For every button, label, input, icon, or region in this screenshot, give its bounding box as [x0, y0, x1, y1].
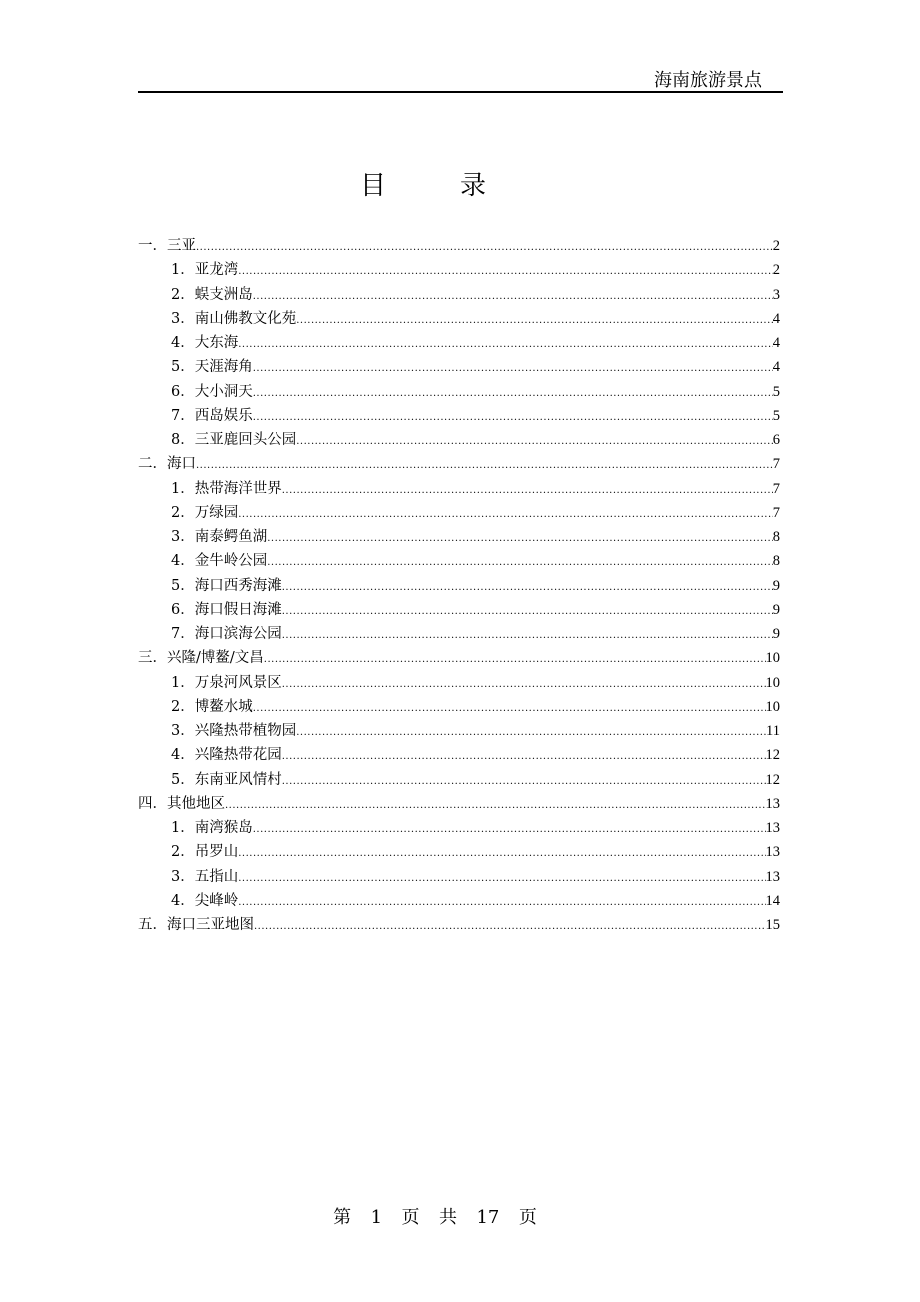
toc-entry[interactable] [138, 695, 780, 719]
toc-entry-page: 4 [772, 359, 780, 376]
toc-entry[interactable] [138, 283, 780, 307]
toc-dot-leader [238, 333, 773, 357]
toc-entry[interactable] [138, 719, 780, 743]
toc-dot-leader [196, 236, 773, 260]
toc-entry[interactable] [138, 501, 780, 525]
toc-entry[interactable] [138, 452, 780, 476]
toc-entry-number: 6． [171, 383, 195, 400]
toc-entry-title: 海口滨海公园 [194, 626, 282, 642]
toc-dot-leader [253, 357, 773, 381]
toc-entry-title: 南湾猴岛 [194, 820, 253, 836]
toc-entry-page: 7 [772, 480, 780, 497]
toc-entry-page: 6 [772, 432, 780, 448]
toc-dot-leader [296, 721, 766, 745]
toc-entry[interactable] [138, 477, 780, 501]
toc-entry[interactable] [138, 598, 780, 622]
toc-entry-page: 9 [772, 626, 780, 642]
toc-entry[interactable] [138, 622, 780, 646]
toc-entry-title: 海口西秀海滩 [194, 577, 282, 594]
toc-entry-page: 9 [772, 601, 780, 618]
toc-entry-title: 南泰鳄鱼湖 [194, 529, 268, 545]
toc-entry[interactable] [138, 574, 780, 598]
toc-dot-leader [282, 770, 766, 794]
toc-entry-title: 兴隆热带植物园 [194, 723, 297, 739]
toc-entry-page: 7 [772, 504, 780, 521]
toc-entry-number: 四． [138, 795, 167, 812]
toc-entry-number: 2． [171, 286, 195, 303]
toc-entry-page: 4 [772, 310, 780, 327]
toc-entry[interactable] [138, 355, 780, 379]
toc-entry[interactable] [138, 768, 780, 792]
toc-entry-title: 其他地区 [167, 795, 225, 812]
toc-dot-leader [238, 867, 765, 891]
toc-entry-number: 4． [171, 747, 195, 764]
toc-entry[interactable] [138, 525, 780, 549]
footer-current-page: 1 [370, 1207, 383, 1228]
toc-entry-number: 7． [171, 626, 195, 642]
toc-entry-title: 大小洞天 [194, 383, 253, 400]
toc-entry-number: 5． [171, 359, 195, 376]
table-of-contents [138, 234, 780, 937]
toc-dot-leader [238, 891, 765, 915]
toc-entry-page: 2 [772, 262, 780, 279]
toc-entry-page: 10 [765, 674, 780, 691]
toc-entry[interactable] [138, 331, 780, 355]
toc-entry-title: 万绿园 [194, 504, 239, 521]
toc-dot-leader [267, 527, 773, 551]
toc-entry-number: 6． [171, 601, 195, 618]
toc-entry[interactable] [138, 671, 780, 695]
footer-label-total: 共 [439, 1207, 457, 1228]
toc-entry-page: 13 [765, 868, 780, 885]
toc-entry[interactable] [138, 792, 780, 816]
toc-heading-char: 录 [460, 171, 487, 201]
toc-entry-number: 1． [171, 820, 195, 836]
toc-entry-page: 13 [765, 820, 780, 836]
toc-entry-title: 吊罗山 [194, 844, 239, 861]
footer-label-total-unit: 页 [518, 1207, 537, 1228]
toc-entry-page: 4 [772, 335, 780, 351]
toc-entry-number: 5． [171, 771, 195, 788]
toc-entry-number: 3． [171, 868, 195, 885]
footer-label-page-unit: 页 [401, 1207, 420, 1228]
toc-entry-page: 9 [772, 577, 780, 594]
page-footer [0, 1203, 870, 1229]
toc-entry[interactable] [138, 234, 780, 258]
toc-entry-title: 亚龙湾 [194, 262, 239, 279]
toc-dot-leader [282, 600, 773, 624]
toc-entry-title: 蜈支洲岛 [194, 286, 253, 303]
toc-entry[interactable] [138, 380, 780, 404]
toc-entry-page: 10 [765, 698, 780, 715]
toc-entry-page: 8 [772, 553, 780, 570]
toc-dot-leader [196, 454, 773, 478]
toc-entry-page: 12 [765, 747, 780, 764]
toc-dot-leader [264, 648, 766, 672]
toc-heading-char: 目 [360, 171, 387, 201]
toc-entry-number: 3． [171, 529, 195, 545]
toc-entry-title: 热带海洋世界 [194, 480, 282, 497]
toc-entry-page: 8 [772, 529, 780, 545]
toc-entry[interactable] [138, 428, 780, 452]
toc-entry[interactable] [138, 307, 780, 331]
toc-entry-title: 海口假日海滩 [194, 601, 282, 618]
toc-entry-page: 2 [772, 238, 780, 254]
toc-entry-title: 博鳌水城 [194, 698, 253, 715]
toc-entry-page: 15 [765, 917, 780, 933]
toc-entry-number: 4． [171, 892, 195, 909]
toc-entry-number: 一． [138, 238, 167, 254]
toc-dot-leader [267, 551, 773, 575]
toc-entry-title: 三亚 [167, 238, 196, 254]
toc-dot-leader [296, 430, 773, 454]
toc-entry-title: 海口三亚地图 [167, 917, 254, 933]
toc-entry-title: 兴隆/博鳌/文昌 [167, 650, 264, 667]
footer-label-page: 第 [333, 1207, 352, 1228]
toc-dot-leader [253, 382, 773, 406]
toc-entry[interactable] [138, 840, 780, 864]
toc-entry-title: 尖峰岭 [194, 892, 239, 909]
toc-entry[interactable] [138, 646, 780, 670]
toc-entry-title: 西岛娱乐 [194, 407, 253, 424]
toc-entry-page: 13 [765, 844, 780, 861]
toc-entry-number: 4． [171, 553, 195, 570]
toc-entry-title: 海口 [167, 456, 196, 473]
toc-entry-page: 13 [765, 795, 780, 812]
toc-entry-number: 1． [171, 262, 195, 279]
toc-entry-number: 5． [171, 577, 195, 594]
toc-entry-title: 三亚鹿回头公园 [194, 432, 297, 448]
running-header-title: 海南旅游景点 [654, 70, 762, 91]
toc-entry-number: 1． [171, 480, 195, 497]
toc-dot-leader [253, 406, 773, 430]
toc-entry-title: 东南亚风情村 [194, 771, 282, 788]
toc-entry-number: 2． [171, 504, 195, 521]
toc-entry-page: 3 [772, 286, 780, 303]
toc-entry-title: 五指山 [194, 868, 239, 885]
toc-heading [360, 170, 560, 202]
toc-entry-number: 3． [171, 723, 195, 739]
toc-entry[interactable] [138, 816, 780, 840]
toc-entry-page: 12 [765, 771, 780, 788]
toc-entry-number: 二． [138, 456, 167, 473]
toc-dot-leader [282, 624, 773, 648]
toc-dot-leader [238, 842, 765, 866]
toc-dot-leader [282, 673, 766, 697]
toc-dot-leader [238, 260, 773, 284]
toc-entry[interactable] [138, 549, 780, 573]
toc-entry-page: 10 [765, 650, 780, 667]
toc-entry-number: 2． [171, 698, 195, 715]
toc-entry-page: 5 [772, 407, 780, 424]
toc-entry-title: 南山佛教文化苑 [194, 310, 297, 327]
toc-entry-number: 3． [171, 310, 195, 327]
toc-entry-number: 4． [171, 335, 195, 351]
toc-dot-leader [225, 794, 766, 818]
toc-entry[interactable] [138, 889, 780, 913]
toc-entry-number: 2． [171, 844, 195, 861]
toc-entry[interactable] [138, 258, 780, 282]
toc-dot-leader [282, 576, 773, 600]
toc-entry[interactable] [138, 743, 780, 767]
toc-entry-title: 天涯海角 [194, 359, 253, 376]
footer-total-pages: 17 [476, 1207, 500, 1228]
toc-entry-title: 大东海 [194, 335, 239, 351]
toc-dot-leader [254, 915, 766, 939]
toc-dot-leader [296, 309, 773, 333]
toc-entry[interactable] [138, 913, 780, 937]
toc-entry-title: 万泉河风景区 [194, 674, 282, 691]
toc-entry-title: 兴隆热带花园 [194, 747, 282, 764]
toc-entry-number: 五． [138, 917, 167, 933]
header-divider [138, 91, 783, 93]
toc-dot-leader [282, 479, 773, 503]
toc-entry-number: 8． [171, 432, 195, 448]
toc-dot-leader [282, 745, 766, 769]
toc-entry-title: 金牛岭公园 [194, 553, 268, 570]
toc-dot-leader [253, 697, 766, 721]
toc-entry-number: 三． [138, 650, 167, 667]
toc-entry[interactable] [138, 404, 780, 428]
toc-dot-leader [253, 285, 773, 309]
toc-entry-page: 11 [766, 723, 780, 739]
toc-entry-page: 7 [772, 456, 780, 473]
toc-entry-number: 7． [171, 407, 195, 424]
toc-entry[interactable] [138, 865, 780, 889]
toc-dot-leader [253, 818, 766, 842]
toc-entry-number: 1． [171, 674, 195, 691]
toc-entry-page: 14 [765, 892, 780, 909]
toc-dot-leader [238, 503, 773, 527]
toc-entry-page: 5 [772, 383, 780, 400]
